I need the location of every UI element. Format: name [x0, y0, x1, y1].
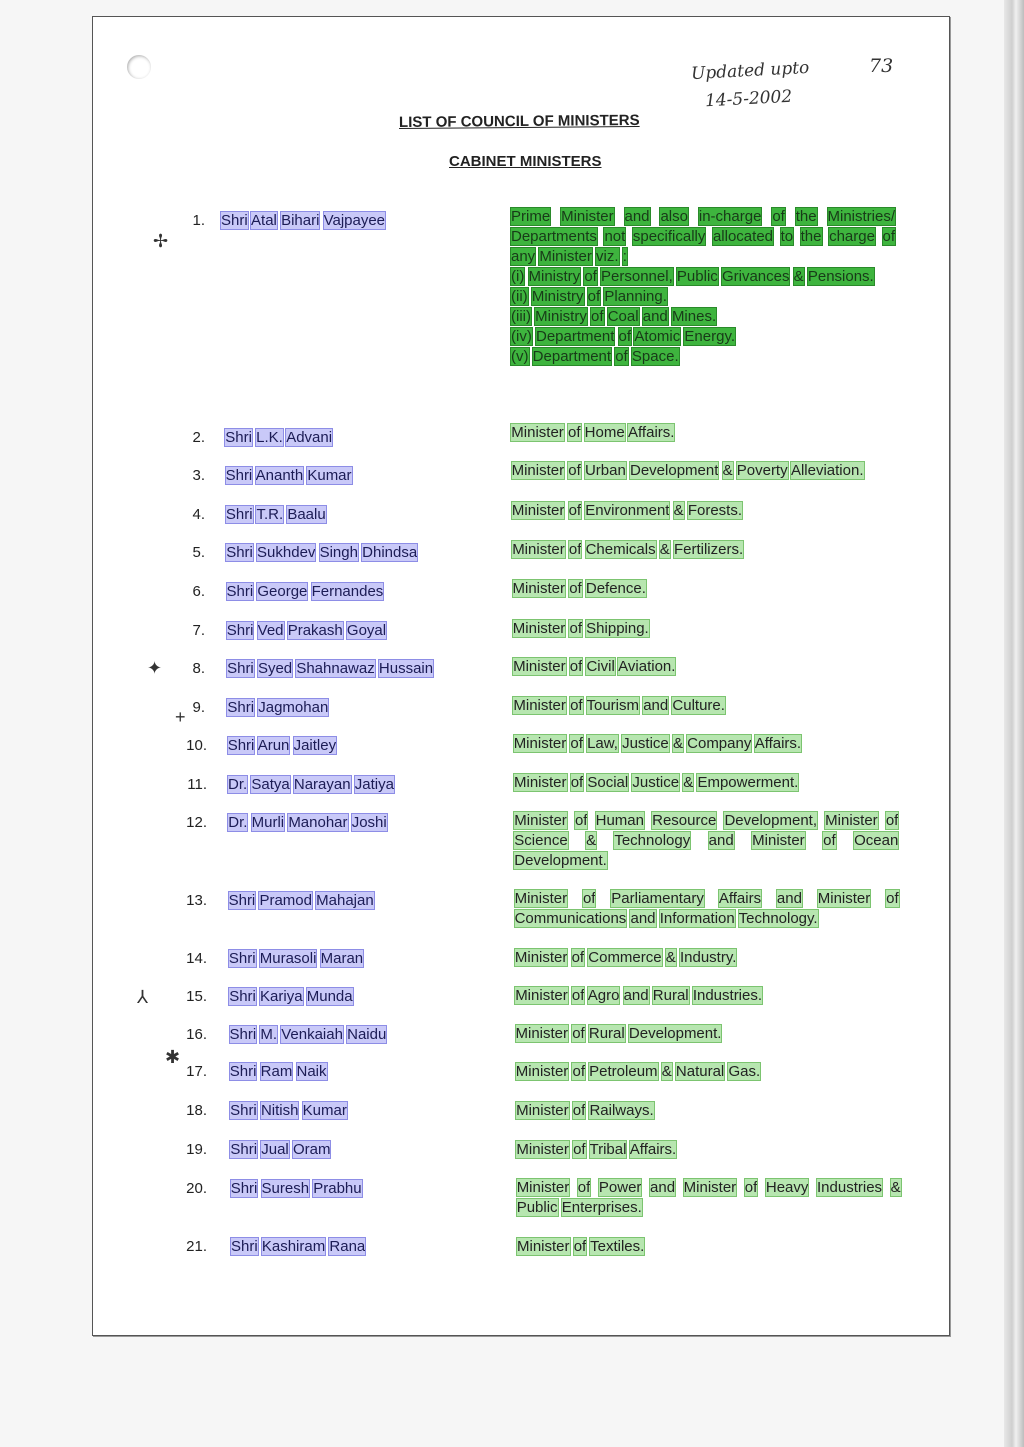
margin-mark: ⅄: [137, 987, 148, 1007]
document-page: [92, 16, 950, 1336]
minister-portfolio: [513, 619, 897, 639]
portfolio-subitem: (iv) Department of Atomic Energy.: [511, 328, 736, 345]
minister-portfolio: [516, 1062, 900, 1082]
row-number: 12.: [186, 814, 207, 831]
row-number: 14.: [186, 950, 207, 967]
minister-portfolio: [514, 773, 898, 793]
minister-portfolio: [512, 501, 896, 521]
handwritten-note-line1: Updated upto: [690, 57, 810, 85]
minister-portfolio: [515, 948, 899, 968]
minister-name: Shri Jual Oram: [230, 1141, 331, 1158]
page-number: 73: [869, 55, 894, 77]
portfolio-text: Prime Minister and also in-charge of the Ministries/ Departments not specifically allocated to the charge of any Minister viz. :: [511, 208, 896, 265]
row-number: 5.: [192, 544, 205, 561]
minister-name: Shri Pramod Mahajan: [228, 892, 374, 909]
minister-name: Shri Syed Shahnawaz Hussain: [227, 660, 434, 677]
row-number: 3.: [192, 467, 205, 484]
row-number: 19.: [186, 1141, 207, 1158]
minister-portfolio: [513, 657, 897, 677]
portfolio-text: Minister of Petroleum & Natural Gas.: [515, 1063, 761, 1080]
minister-name: Shri Ved Prakash Goyal: [226, 622, 387, 639]
portfolio-text: Minister of Commerce & Industry.: [514, 949, 737, 966]
row-number: 20.: [186, 1180, 207, 1197]
portfolio-text: Minister of Civil Aviation.: [513, 658, 676, 675]
portfolio-text: Minister of Parliamentary Affairs and Minister of Communications and Information Technology.: [514, 890, 899, 927]
minister-portfolio: [513, 579, 897, 599]
margin-mark: ✢: [153, 231, 169, 251]
minister-name: Shri Kariya Munda: [229, 988, 353, 1005]
minister-name: Shri Kashiram Rana: [231, 1238, 366, 1255]
minister-portfolio: [516, 1024, 900, 1044]
portfolio-text: Minister of Power and Minister of Heavy Industries & Public Enterprises.: [516, 1179, 901, 1216]
scan-edge: [1004, 0, 1024, 1447]
minister-portfolio: [517, 1178, 901, 1218]
portfolio-text: Minister of Rural Development.: [515, 1025, 722, 1042]
minister-name: Shri Atal Bihari Vajpayee: [221, 212, 386, 229]
minister-name: Shri Jagmohan: [227, 699, 329, 716]
portfolio-text: Minister of Railways.: [516, 1102, 654, 1119]
row-number: 8.: [192, 660, 205, 677]
portfolio-text: Minister of Chemicals & Fertilizers.: [512, 541, 744, 558]
minister-portfolio: [511, 207, 895, 367]
minister-portfolio: [511, 423, 895, 443]
portfolio-text: Minister of Human Resource Development, Minister of Science & Technology and Minister of Ocean Development.: [514, 812, 899, 869]
minister-name: Shri Arun Jaitley: [227, 737, 337, 754]
minister-portfolio: [512, 540, 896, 560]
minister-portfolio: [516, 1140, 900, 1160]
minister-portfolio: [515, 986, 899, 1006]
portfolio-subitem: (iii) Ministry of Coal and Mines.: [511, 308, 717, 325]
minister-portfolio: [512, 461, 896, 481]
row-number: 15.: [186, 988, 207, 1005]
minister-name: Shri Suresh Prabhu: [230, 1180, 362, 1197]
portfolio-text: Minister of Social Justice & Empowerment.: [514, 774, 799, 791]
portfolio-text: Minister of Shipping.: [512, 620, 649, 637]
minister-name: Shri Sukhdev Singh Dhindsa: [226, 544, 418, 561]
margin-mark: ✦: [147, 658, 163, 678]
minister-portfolio: [515, 889, 899, 929]
minister-portfolio: [516, 1101, 900, 1121]
row-number: 6.: [192, 583, 205, 600]
minister-name: Dr. Murli Manohar Joshi: [228, 814, 387, 831]
portfolio-text: Minister of Environment & Forests.: [511, 502, 743, 519]
portfolio-text: Minister of Agro and Rural Industries.: [515, 987, 763, 1004]
row-number: 11.: [187, 776, 207, 793]
portfolio-text: Minister of Urban Development & Poverty Alleviation.: [511, 462, 864, 479]
minister-portfolio: [514, 734, 898, 754]
document-title: LIST OF COUNCIL OF MINISTERS: [398, 111, 640, 132]
section-title: CABINET MINISTERS: [449, 153, 602, 170]
margin-mark: +: [175, 707, 186, 727]
minister-portfolio: [513, 696, 897, 716]
minister-name: Shri George Fernandes: [226, 583, 384, 600]
row-number: 4.: [192, 506, 205, 523]
row-number: 10.: [186, 737, 207, 754]
row-number: 16.: [186, 1026, 207, 1043]
portfolio-text: Minister of Defence.: [512, 580, 646, 597]
minister-name: Shri Ananth Kumar: [225, 467, 352, 484]
row-number: 21.: [186, 1238, 207, 1255]
minister-portfolio: [517, 1237, 901, 1257]
portfolio-text: Minister of Tribal Affairs.: [516, 1141, 677, 1158]
portfolio-subitem: (i) Ministry of Personnel, Public Grivances & Pensions.: [511, 268, 874, 285]
row-number: 9.: [192, 699, 205, 716]
minister-name: Shri Murasoli Maran: [228, 950, 364, 967]
portfolio-text: Minister of Home Affairs.: [511, 424, 675, 441]
punch-hole: [127, 55, 151, 79]
row-number: 17.: [186, 1063, 207, 1080]
row-number: 18.: [186, 1102, 207, 1119]
minister-name: Shri Nitish Kumar: [230, 1102, 347, 1119]
portfolio-text: Minister of Textiles.: [517, 1238, 645, 1255]
row-number: 2.: [192, 429, 205, 446]
minister-name: Shri Ram Naik: [229, 1063, 327, 1080]
minister-name: Shri L.K. Advani: [225, 429, 333, 446]
minister-name: Dr. Satya Narayan Jatiya: [228, 776, 394, 793]
portfolio-text: Minister of Law, Justice & Company Affairs.: [513, 735, 802, 752]
portfolio-subitem: (v) Department of Space.: [511, 348, 679, 365]
row-number: 1.: [192, 212, 205, 229]
row-number: 7.: [192, 622, 205, 639]
handwritten-note-line2: 14-5-2002: [704, 86, 793, 112]
portfolio-subitem: (ii) Ministry of Planning.: [511, 288, 667, 305]
minister-name: Shri M. Venkaiah Naidu: [229, 1026, 387, 1043]
margin-mark: ✱: [165, 1047, 181, 1067]
portfolio-text: Minister of Tourism and Culture.: [513, 697, 725, 714]
minister-name: Shri T.R. Baalu: [225, 506, 326, 523]
minister-portfolio: [514, 811, 898, 871]
row-number: 13.: [186, 892, 207, 909]
